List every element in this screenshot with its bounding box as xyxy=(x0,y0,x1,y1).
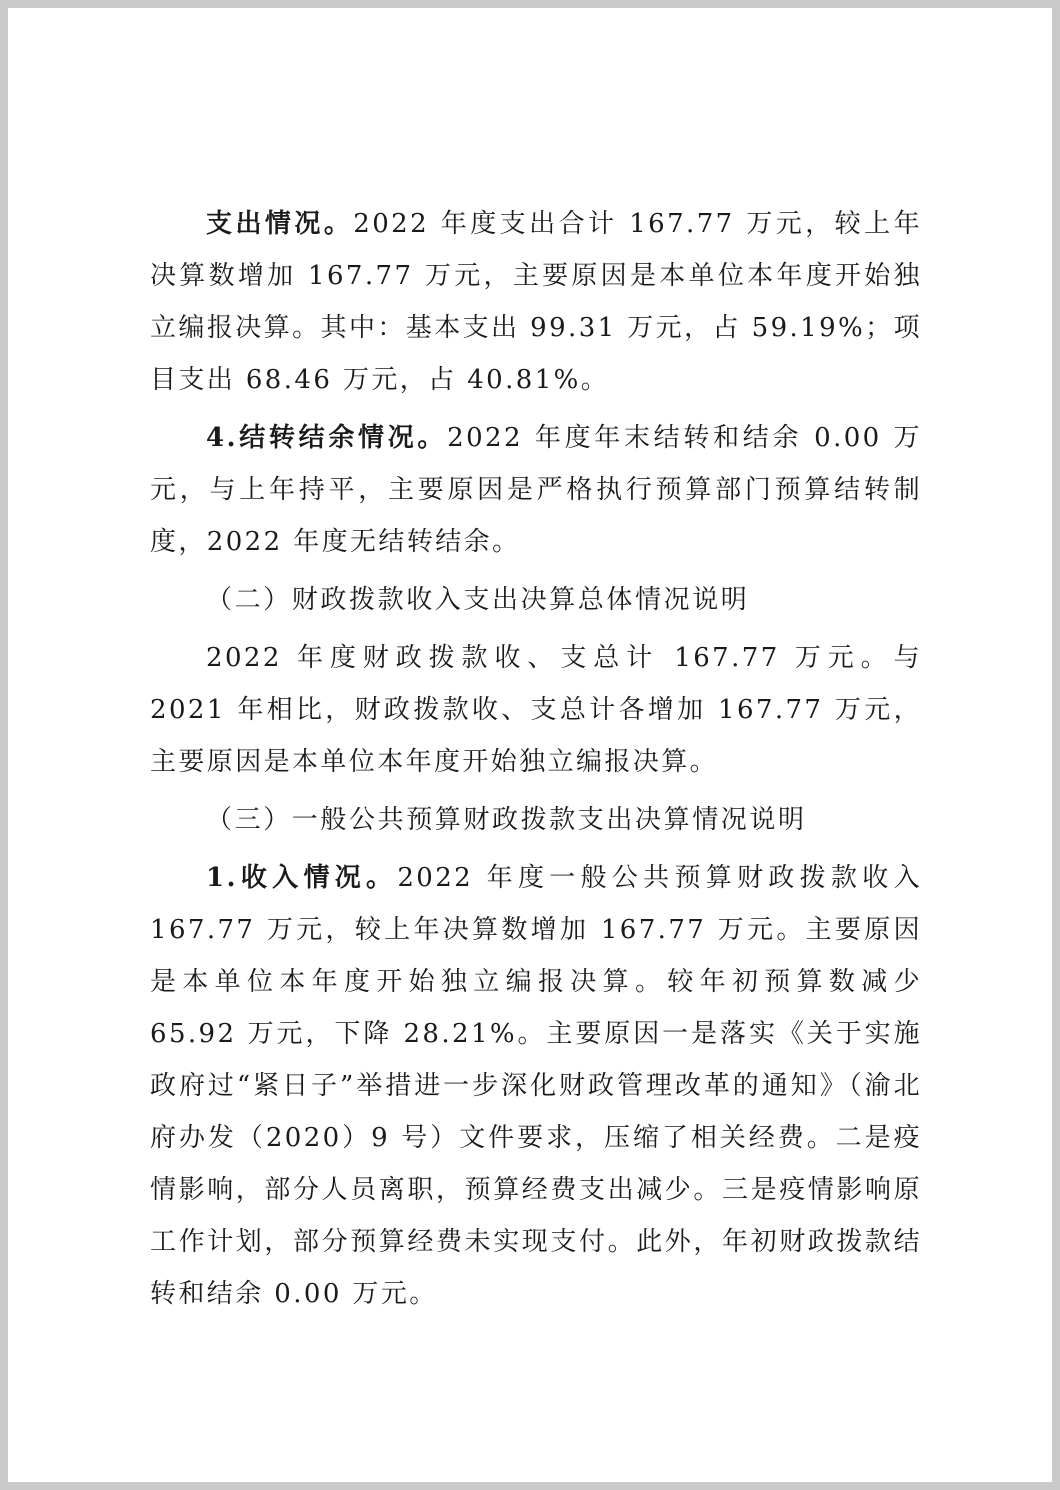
paragraph-fiscal-total xyxy=(150,632,922,788)
paragraph-income xyxy=(150,852,922,1320)
paragraph-lead: 1.收入情况。 xyxy=(206,863,398,893)
paragraph-carryover xyxy=(150,412,922,568)
paragraph-expenditure xyxy=(150,198,922,406)
heading-text: （三）一般公共预算财政拨款支出决算情况说明 xyxy=(206,805,807,835)
paragraph-text: 2022 年度年末结转和结余 0.00 万元，与上年持平，主要原因是严格执行预算部门预算结转制度，2022 年度无结转结余。 xyxy=(150,423,922,557)
heading-text: （二）财政拨款收入支出决算总体情况说明 xyxy=(206,585,750,615)
document-page xyxy=(8,8,1052,1482)
paragraph-text: 2022 年度财政拨款收、支总计 167.77 万元。与 2021 年相比，财政拨款收、支总计各增加 167.77 万元，主要原因是本单位本年度开始独立编报决算。 xyxy=(150,643,922,777)
document-body xyxy=(150,198,922,1326)
section-heading-2 xyxy=(150,574,922,626)
paragraph-lead: 4.结转结余情况。 xyxy=(206,423,448,453)
paragraph-lead: 支出情况。 xyxy=(206,209,354,239)
paragraph-text: 2022 年度一般公共预算财政拨款收入 167.77 万元，较上年决算数增加 167.77 万元。主要原因是本单位本年度开始独立编报决算。较年初预算数减少 65.92 万元，下降 28.21%。主要原因一是落实《关于实施政府过“紧日子”举措进一步深化财政管理改革的通知》（渝北府办发（2020）9 号）文件要求，压缩了相关经费。二是疫情影响，部分人员离职，预算经费支出减少。三是疫情影响原工作计划，部分预算经费未实现支付。此外，年初财政拨款结转和结余 0.00 万元。 xyxy=(150,863,922,1309)
paragraph-text: 2022 年度支出合计 167.77 万元，较上年决算数增加 167.77 万元，主要原因是本单位本年度开始独立编报决算。其中：基本支出 99.31 万元，占 59.19%；项目支出 68.46 万元，占 40.81%。 xyxy=(150,209,922,395)
section-heading-3 xyxy=(150,794,922,846)
